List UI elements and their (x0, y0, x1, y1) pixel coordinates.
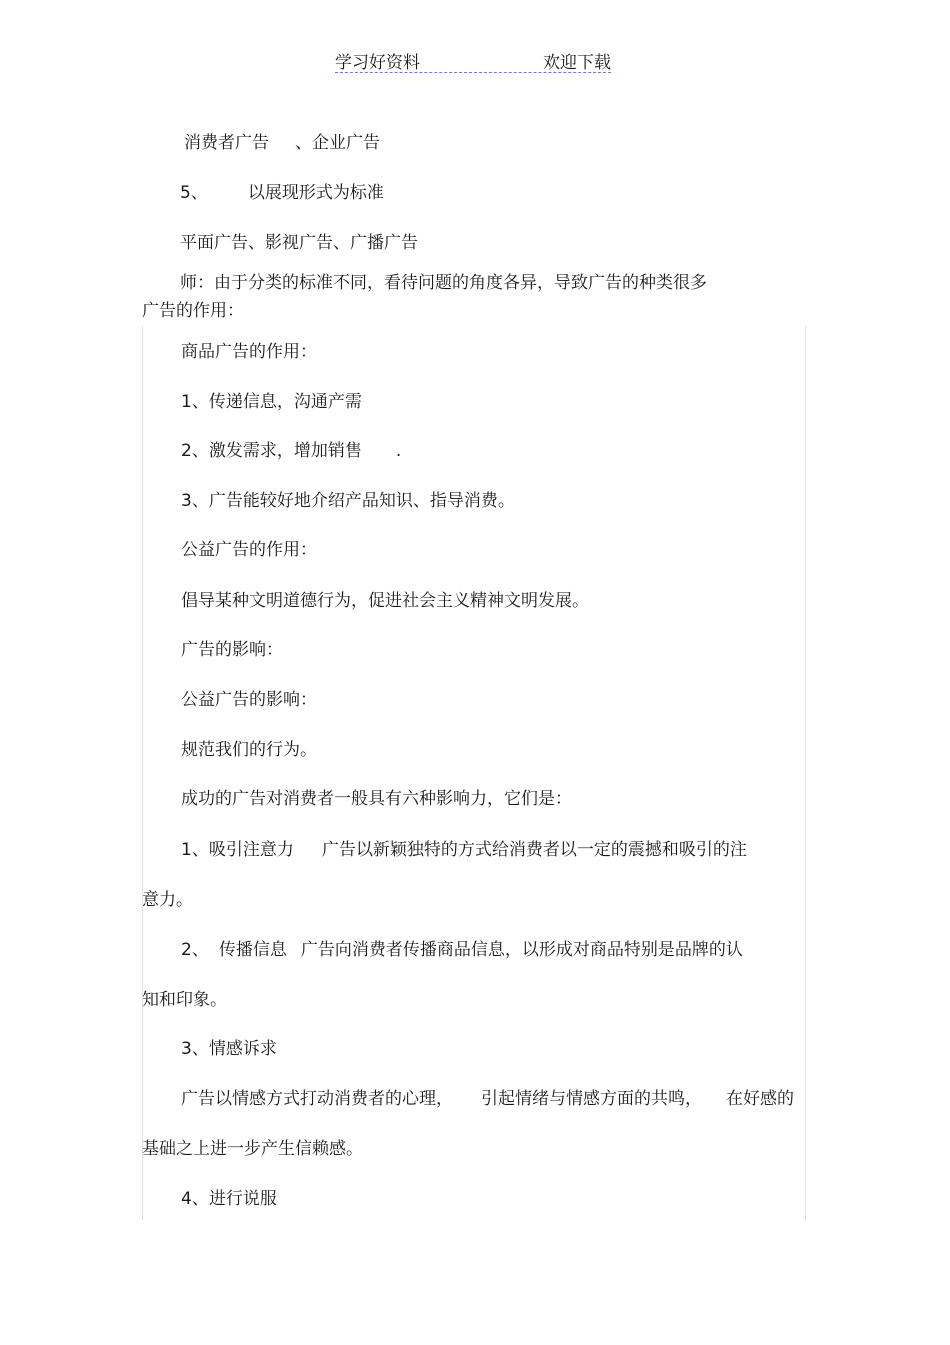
public-ad-influence-text: 规范我们的行为。 (181, 740, 317, 760)
ad-influence-title: 广告的影响： (181, 640, 283, 660)
public-ad-influence-title: 公益广告的影响： (181, 690, 317, 710)
intro-line-4: 师：由于分类的标准不同，看待问题的角度各异，导致广告的种类很多 (180, 273, 707, 293)
intro-line-1 (184, 132, 380, 154)
goods-function-3: 3、广告能较好地介绍产品知识、指导消费。 (181, 491, 515, 511)
display-form-standard: 以展现形式为标准 (247, 183, 384, 203)
influence-item-3-text (181, 1088, 794, 1110)
public-ad-function-title: 公益广告的作用： (181, 540, 317, 560)
influence-item-2 (181, 939, 743, 961)
influence-item-1-continued: 意力。 (142, 890, 193, 910)
goods-function-2-dot: . (395, 441, 402, 461)
header-right-text: 欢迎下载 (543, 53, 611, 73)
goods-ad-function-title: 商品广告的作用： (181, 342, 317, 362)
goods-function-1: 1、传递信息，沟通产需 (181, 392, 362, 412)
influence-item-3-part-a: 广告以情感方式打动消费者的心理， (181, 1089, 453, 1109)
influence-item-1 (181, 839, 747, 861)
influence-item-2-continued: 知和印象。 (142, 990, 227, 1010)
influence-item-2-text: 广告向消费者传播商品信息，以形成对商品特别是品牌的认 (300, 940, 743, 960)
influence-item-3-title: 3、情感诉求 (181, 1039, 277, 1059)
enterprise-ad-text: 、企业广告 (295, 133, 380, 153)
influence-item-3-continued: 基础之上进一步产生信赖感。 (142, 1139, 363, 1159)
intro-line-3: 平面广告、影视广告、广播广告 (180, 233, 418, 253)
influence-item-2-title: 传播信息 (218, 940, 287, 960)
ad-function-heading: 广告的作用： (142, 301, 244, 321)
public-ad-function-text: 倡导某种文明道德行为，促进社会主义精神文明发展。 (181, 591, 589, 611)
influence-item-1-title: 1、吸引注意力 (181, 840, 294, 860)
influence-item-4-title: 4、进行说服 (181, 1189, 277, 1209)
page-header (335, 46, 611, 73)
influence-item-3-part-b: 引起情绪与情感方面的共鸣， (481, 1089, 702, 1109)
influence-item-1-text: 广告以新颖独特的方式给消费者以一定的震撼和吸引的注 (321, 840, 747, 860)
header-left-text: 学习好资料 (335, 53, 420, 73)
consumer-ad-text: 消费者广告 (184, 133, 269, 153)
goods-function-2-text: 2、激发需求，增加销售 (181, 441, 362, 461)
six-influences-intro: 成功的广告对消费者一般具有六种影响力，它们是： (181, 789, 572, 809)
goods-function-2 (181, 440, 401, 462)
influence-item-3-part-c: 在好感的 (726, 1089, 794, 1109)
item-number-5: 5、 (180, 183, 208, 203)
intro-line-2 (180, 182, 384, 204)
influence-item-2-number: 2、 (181, 940, 209, 960)
